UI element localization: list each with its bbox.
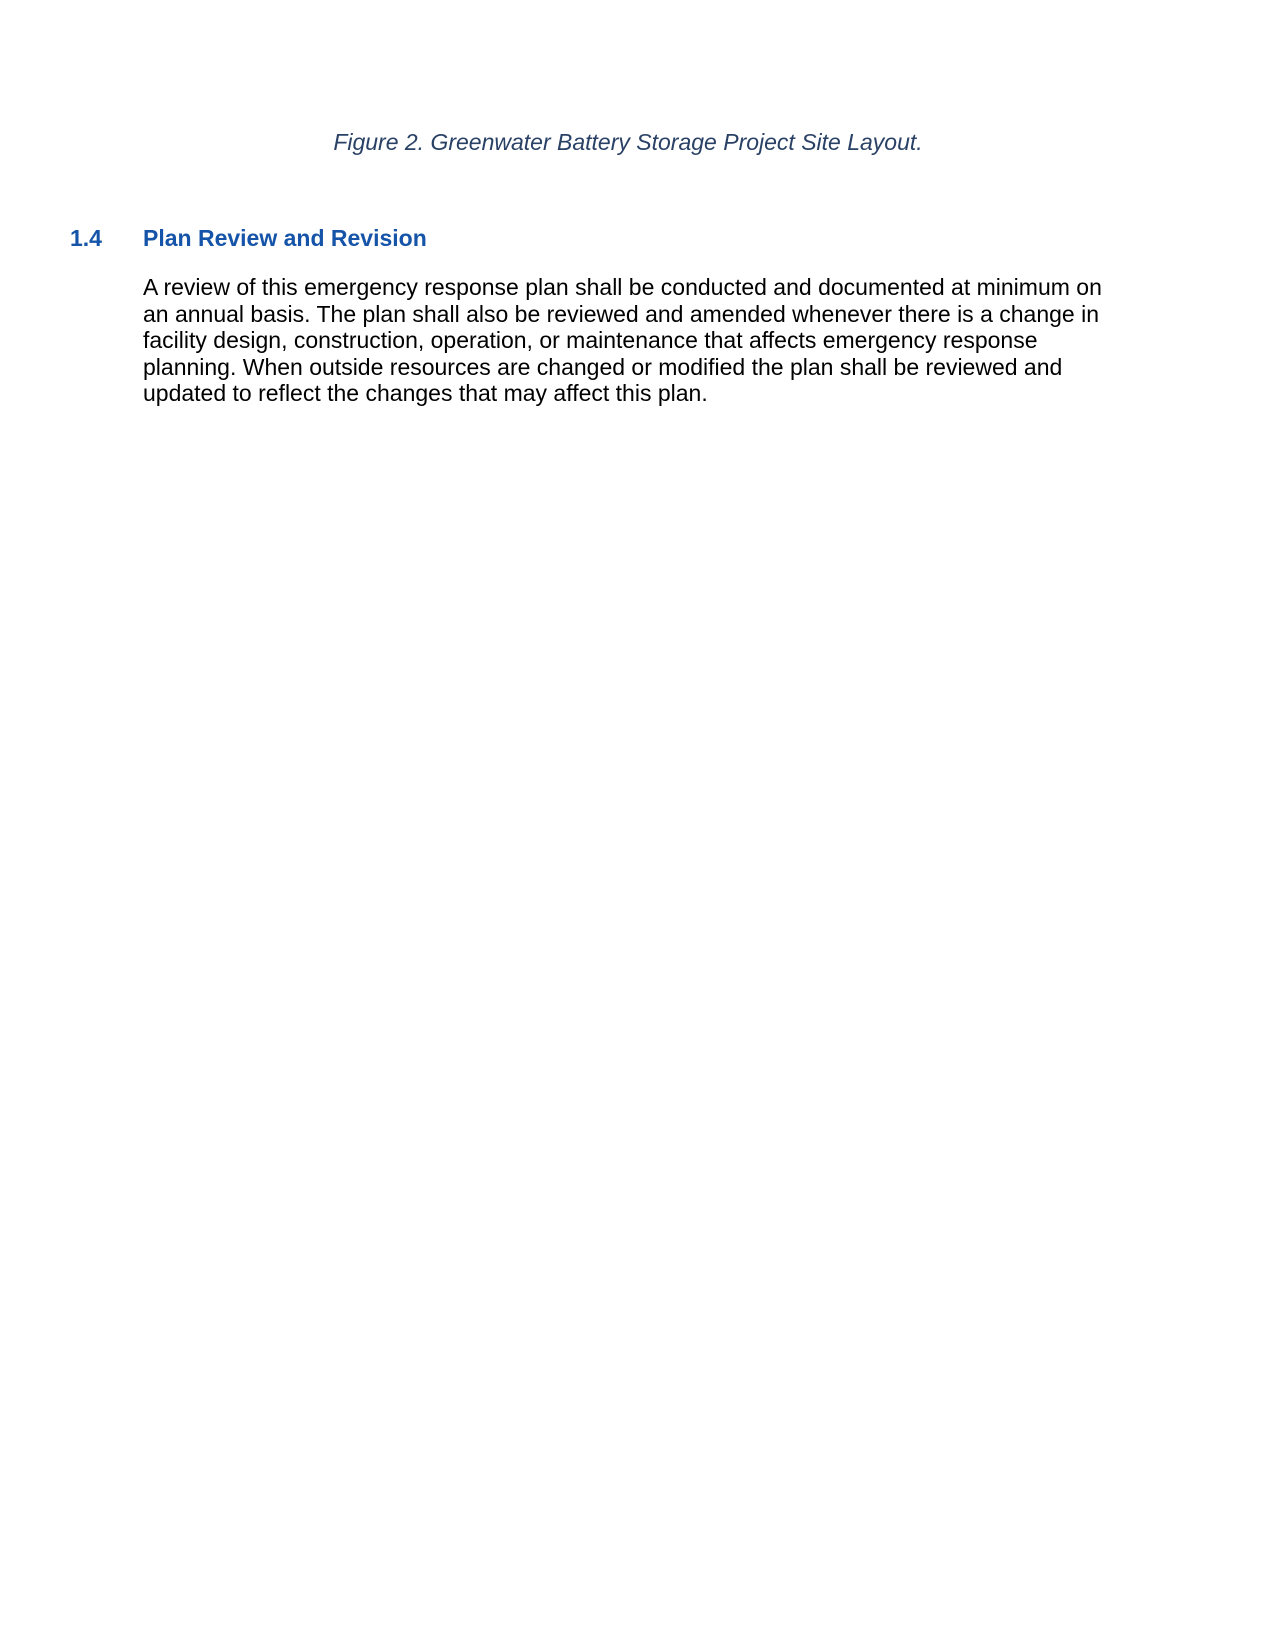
section-heading: [70, 224, 427, 252]
section-number: 1.4: [70, 225, 102, 251]
section-title: Plan Review and Revision: [143, 225, 427, 251]
figure-caption: Figure 2. Greenwater Battery Storage Project Site Layout.: [333, 129, 923, 155]
body-paragraph: A review of this emergency response plan shall be conducted and documented at minimum on an annual basis. The plan shall also be reviewed and amended whenever there is a change in facility design, construction, operation, or maintenance that affects emergency response planning. When outside resources are changed or modified the plan shall be reviewed and updated to reflect the changes that may affect this plan.: [143, 274, 1102, 406]
